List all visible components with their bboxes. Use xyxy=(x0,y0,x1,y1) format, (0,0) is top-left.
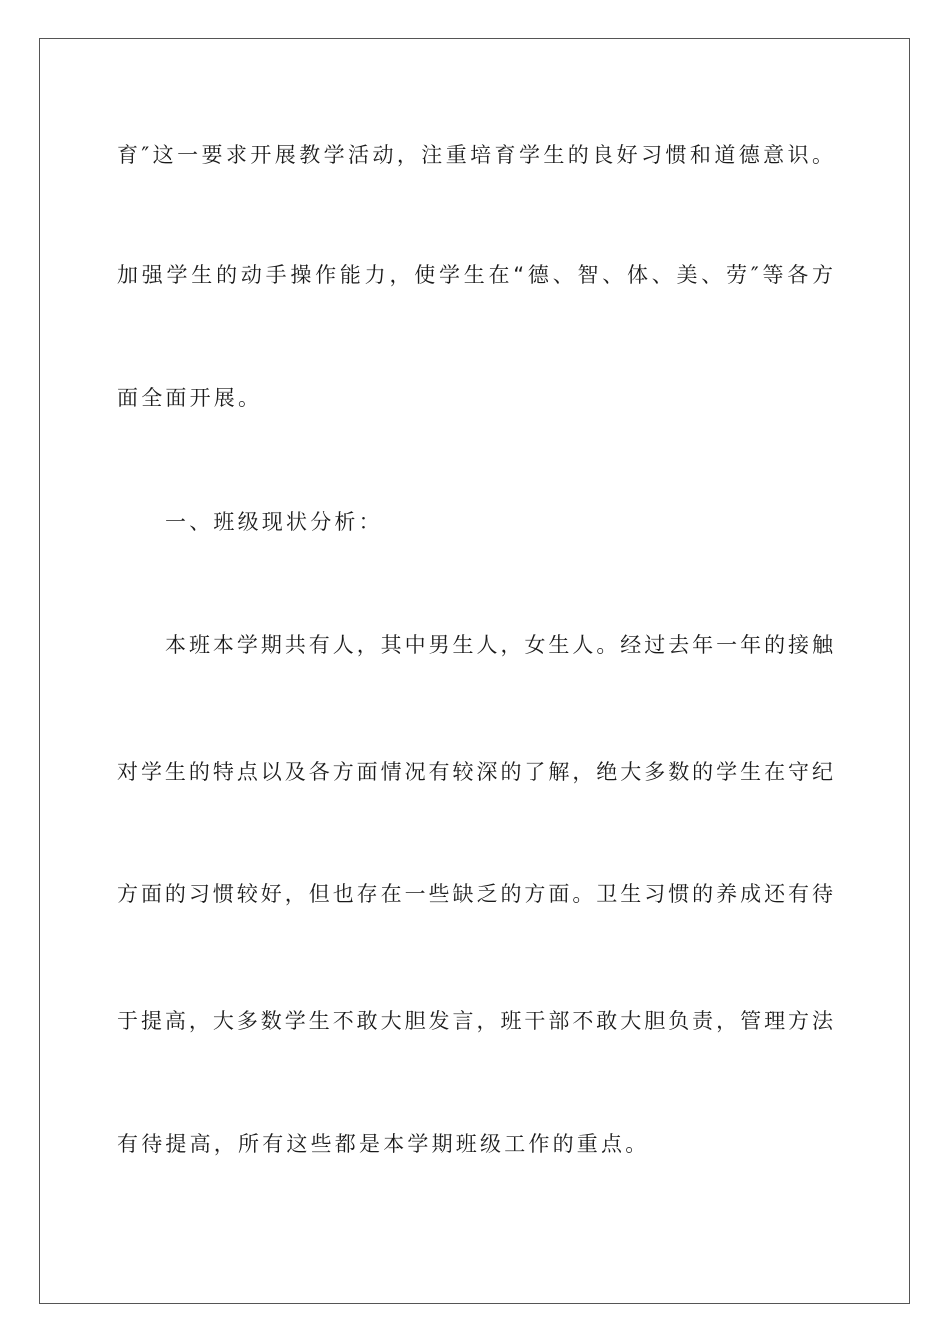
paragraph-line-5: 本班本学期共有人，其中男生人，女生人。经过去年一年的接触 xyxy=(165,633,833,657)
section-heading: 一、班级现状分析： xyxy=(165,510,383,534)
paragraph-line-1: 育″这一要求开展教学活动，注重培育学生的良好习惯和道德意识。 xyxy=(117,143,833,167)
paragraph-line-7: 方面的习惯较好，但也存在一些缺乏的方面。卫生习惯的养成还有待 xyxy=(117,882,833,906)
paragraph-line-3: 面全面开展。 xyxy=(117,386,263,410)
paragraph-line-8: 于提高，大多数学生不敢大胆发言，班干部不敢大胆负责，管理方法 xyxy=(117,1009,833,1033)
page-border xyxy=(39,38,910,1304)
paragraph-line-9: 有待提高，所有这些都是本学期班级工作的重点。 xyxy=(117,1132,650,1156)
paragraph-line-2: 加强学生的动手操作能力，使学生在“德、智、体、美、劳″等各方 xyxy=(117,263,833,287)
paragraph-line-6: 对学生的特点以及各方面情况有较深的了解，绝大多数的学生在守纪 xyxy=(117,760,833,784)
